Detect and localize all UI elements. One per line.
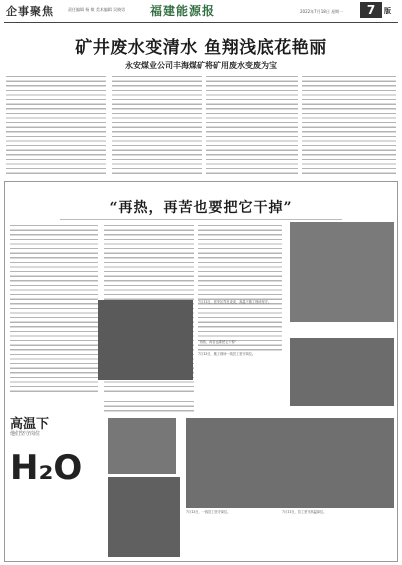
main-subheadline: 永安煤业公司丰海煤矿将矿用废水变废为宝	[125, 60, 277, 70]
photo-caption: 7月13日，一线员工坚守岗位。	[186, 510, 231, 514]
headline-underline	[60, 219, 342, 220]
photo-caption: “再热，再苦也要把它干掉”	[198, 340, 237, 344]
photo-worker-mid-left	[98, 300, 193, 380]
main-headline: 矿井废水变清水 鱼翔浅底花艳丽	[75, 38, 327, 58]
article-column	[104, 400, 194, 412]
photo-caption: 7月13日，施工现场一线员工坚守岗位。	[198, 352, 256, 356]
article-column	[10, 224, 98, 394]
issue-date: 2022年7月18日 星期一	[300, 9, 344, 14]
page-header	[0, 0, 402, 26]
feature-title: 高温下	[10, 417, 50, 432]
article-column	[112, 75, 202, 177]
article-column	[302, 75, 396, 177]
article-column	[206, 75, 298, 177]
section-title: 企事聚焦	[6, 5, 54, 18]
photo-worker-top	[290, 222, 394, 322]
newspaper-masthead: 福建能源报	[150, 4, 216, 18]
feature-headline: “再热，再苦也要把它干掉”	[109, 200, 293, 216]
page-number: 7	[360, 2, 382, 18]
photo-worker-bottom-right	[186, 418, 394, 508]
h2o-graphic: H₂O	[10, 448, 83, 488]
photo-caption: 7月11日，员工坚守高温岗位。	[282, 510, 327, 514]
header-divider	[4, 22, 398, 23]
article-column	[6, 75, 106, 177]
editor-credit: 责任编辑 杨 敏 美术编辑 吴晓男	[68, 7, 126, 12]
photo-worker-mid-right	[290, 338, 394, 406]
photo-worker-bottom-center	[108, 477, 180, 557]
article-column	[198, 224, 282, 354]
feature-subtitle: 他们坚守岗位	[10, 431, 41, 437]
page-number-label: 版	[384, 7, 391, 15]
photo-caption: 7月11日，晋安区烈日炎炎，高温下施工现场坚守。	[198, 300, 272, 304]
photo-worker-bottom-left	[108, 418, 176, 474]
